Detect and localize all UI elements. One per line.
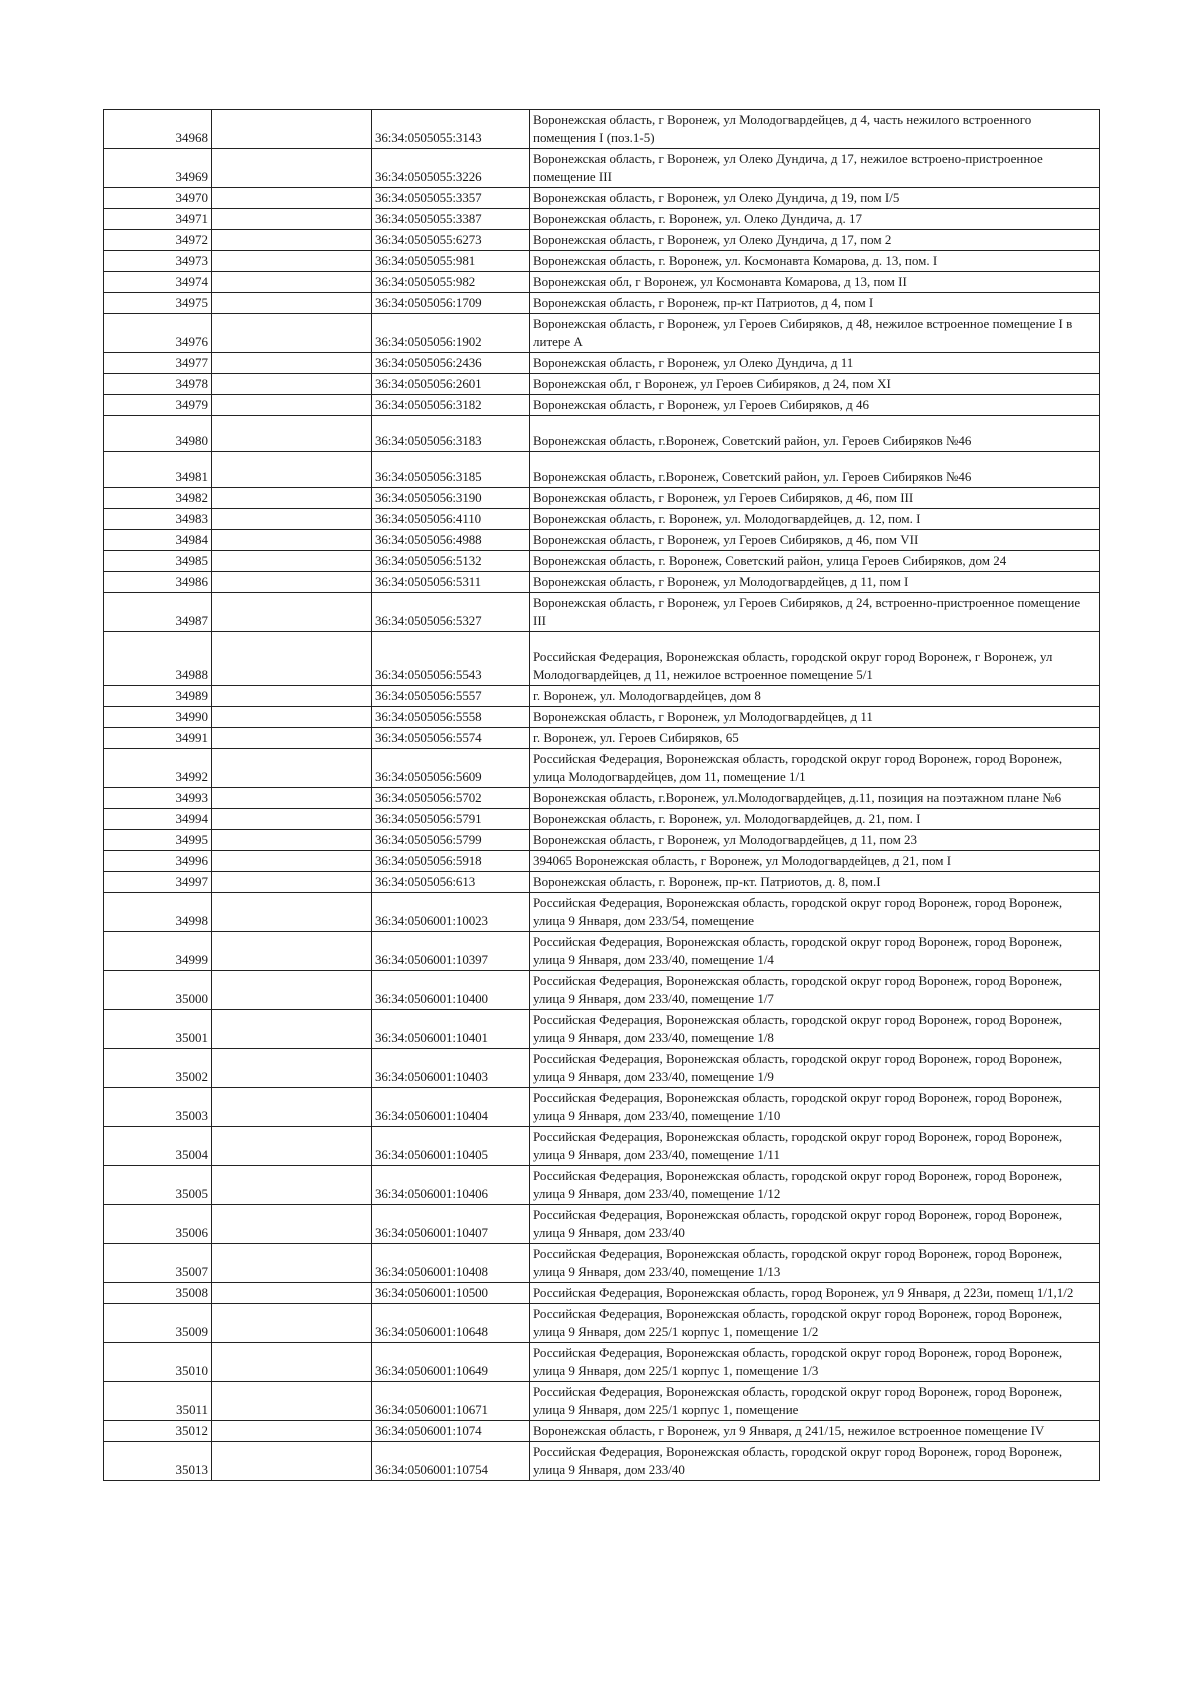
- cadastral-number-cell: 36:34:0506001:10648: [372, 1304, 530, 1343]
- table-row: [104, 749, 1100, 788]
- table-row: [104, 230, 1100, 251]
- cadastral-number-cell: 36:34:0506001:10406: [372, 1166, 530, 1205]
- cadastral-number-cell: 36:34:0506001:10671: [372, 1382, 530, 1421]
- empty-cell: [212, 1088, 372, 1127]
- cadastral-number-cell: 36:34:0505055:982: [372, 272, 530, 293]
- row-number-cell: 34987: [104, 593, 212, 632]
- row-number-cell: 34982: [104, 488, 212, 509]
- cadastral-number-cell: 36:34:0505056:5543: [372, 632, 530, 686]
- address-cell: Воронежская область, г Воронеж, ул Героев Сибиряков, д 46, пом III: [530, 488, 1100, 509]
- table-row: [104, 374, 1100, 395]
- cadastral-number-cell: 36:34:0506001:10407: [372, 1205, 530, 1244]
- row-number-cell: 34969: [104, 149, 212, 188]
- table-row: [104, 1244, 1100, 1283]
- cadastral-number-cell: 36:34:0505056:1902: [372, 314, 530, 353]
- empty-cell: [212, 209, 372, 230]
- row-number-cell: 34977: [104, 353, 212, 374]
- table-row: [104, 293, 1100, 314]
- table-row: [104, 728, 1100, 749]
- address-cell: Российская Федерация, Воронежская область, городской округ город Воронеж, город Воронеж, улица 9 Января, дом 233/40, помещение 1/9: [530, 1049, 1100, 1088]
- row-number-cell: 34999: [104, 932, 212, 971]
- empty-cell: [212, 230, 372, 251]
- address-cell: Воронежская область, г.Воронеж, ул.Молодогвардейцев, д.11, позиция на поэтажном плане №6: [530, 788, 1100, 809]
- empty-cell: [212, 1304, 372, 1343]
- table-row: [104, 893, 1100, 932]
- table-row: [104, 1049, 1100, 1088]
- empty-cell: [212, 830, 372, 851]
- empty-cell: [212, 572, 372, 593]
- table-row: [104, 593, 1100, 632]
- table-row: [104, 971, 1100, 1010]
- cadastral-number-cell: 36:34:0505056:2601: [372, 374, 530, 395]
- table-row: [104, 1343, 1100, 1382]
- cadastral-number-cell: 36:34:0505056:5132: [372, 551, 530, 572]
- address-cell: Воронежская обл, г Воронеж, ул Героев Сибиряков, д 24, пом XI: [530, 374, 1100, 395]
- cadastral-number-cell: 36:34:0505056:5702: [372, 788, 530, 809]
- table-row: [104, 809, 1100, 830]
- empty-cell: [212, 293, 372, 314]
- empty-cell: [212, 1244, 372, 1283]
- address-cell: Воронежская область, г Воронеж, ул 9 Января, д 241/15, нежилое встроенное помещение IV: [530, 1421, 1100, 1442]
- address-cell: Российская Федерация, Воронежская область, городской округ город Воронеж, город Воронеж, улица 9 Января, дом 233/40, помещение 1/13: [530, 1244, 1100, 1283]
- address-cell: Российская Федерация, Воронежская область, городской округ город Воронеж, город Воронеж, улица 9 Января, дом 233/40, помещение 1/11: [530, 1127, 1100, 1166]
- cadastral-number-cell: 36:34:0506001:10405: [372, 1127, 530, 1166]
- empty-cell: [212, 872, 372, 893]
- address-cell: Российская Федерация, Воронежская область, городской округ город Воронеж, город Воронеж, улица 9 Января, дом 225/1 корпус 1, помещение 1/3: [530, 1343, 1100, 1382]
- row-number-cell: 35005: [104, 1166, 212, 1205]
- row-number-cell: 34978: [104, 374, 212, 395]
- empty-cell: [212, 530, 372, 551]
- row-number-cell: 35006: [104, 1205, 212, 1244]
- cadastral-number-cell: 36:34:0505056:5918: [372, 851, 530, 872]
- empty-cell: [212, 374, 372, 395]
- table-row: [104, 1088, 1100, 1127]
- row-number-cell: 34986: [104, 572, 212, 593]
- empty-cell: [212, 593, 372, 632]
- cadastral-number-cell: 36:34:0505056:1709: [372, 293, 530, 314]
- table-row: [104, 509, 1100, 530]
- row-number-cell: 35002: [104, 1049, 212, 1088]
- row-number-cell: 35009: [104, 1304, 212, 1343]
- table-row: [104, 1166, 1100, 1205]
- empty-cell: [212, 1205, 372, 1244]
- cadastral-number-cell: 36:34:0505056:3183: [372, 416, 530, 452]
- cadastral-number-cell: 36:34:0505056:3185: [372, 452, 530, 488]
- address-cell: Российская Федерация, Воронежская область, городской округ город Воронеж, город Воронеж, улица 9 Января, дом 233/40: [530, 1442, 1100, 1481]
- address-cell: Воронежская область, г. Воронеж, ул. Космонавта Комарова, д. 13, пом. I: [530, 251, 1100, 272]
- empty-cell: [212, 272, 372, 293]
- table-row: [104, 530, 1100, 551]
- empty-cell: [212, 188, 372, 209]
- empty-cell: [212, 110, 372, 149]
- cadastral-number-cell: 36:34:0505056:613: [372, 872, 530, 893]
- cadastral-number-cell: 36:34:0506001:10649: [372, 1343, 530, 1382]
- cadastral-number-cell: 36:34:0505056:4988: [372, 530, 530, 551]
- empty-cell: [212, 314, 372, 353]
- table-row: [104, 1010, 1100, 1049]
- cadastral-number-cell: 36:34:0506001:10408: [372, 1244, 530, 1283]
- row-number-cell: 35000: [104, 971, 212, 1010]
- address-cell: 394065 Воронежская область, г Воронеж, ул Молодогвардейцев, д 21, пом I: [530, 851, 1100, 872]
- address-cell: Российская Федерация, Воронежская область, городской округ город Воронеж, город Воронеж, улица 9 Января, дом 233/40, помещение 1/7: [530, 971, 1100, 1010]
- cadastral-number-cell: 36:34:0505056:5557: [372, 686, 530, 707]
- address-cell: Воронежская область, г Воронеж, ул Молодогвардейцев, д 4, часть нежилого встроенного помещения I (поз.1-5): [530, 110, 1100, 149]
- address-cell: Воронежская область, г Воронеж, ул Олеко Дундича, д 11: [530, 353, 1100, 374]
- address-cell: Воронежская область, г Воронеж, ул Молодогвардейцев, д 11: [530, 707, 1100, 728]
- cadastral-number-cell: 36:34:0506001:10404: [372, 1088, 530, 1127]
- table-row: [104, 1205, 1100, 1244]
- row-number-cell: 35012: [104, 1421, 212, 1442]
- row-number-cell: 35001: [104, 1010, 212, 1049]
- cadastral-number-cell: 36:34:0505056:5311: [372, 572, 530, 593]
- empty-cell: [212, 1049, 372, 1088]
- registry-table: [103, 109, 1100, 1481]
- address-cell: Воронежская область, г Воронеж, ул Молодогвардейцев, д 11, пом I: [530, 572, 1100, 593]
- address-cell: Воронежская область, г Воронеж, пр-кт Патриотов, д 4, пом I: [530, 293, 1100, 314]
- table-row: [104, 110, 1100, 149]
- table-row: [104, 149, 1100, 188]
- cadastral-number-cell: 36:34:0506001:10500: [372, 1283, 530, 1304]
- address-cell: Воронежская область, г Воронеж, ул Героев Сибиряков, д 46: [530, 395, 1100, 416]
- cadastral-number-cell: 36:34:0506001:10023: [372, 893, 530, 932]
- cadastral-number-cell: 36:34:0505056:5791: [372, 809, 530, 830]
- row-number-cell: 34984: [104, 530, 212, 551]
- empty-cell: [212, 395, 372, 416]
- table-row: [104, 551, 1100, 572]
- row-number-cell: 35004: [104, 1127, 212, 1166]
- table-row: [104, 452, 1100, 488]
- empty-cell: [212, 1343, 372, 1382]
- table-row: [104, 1421, 1100, 1442]
- empty-cell: [212, 1442, 372, 1481]
- cadastral-number-cell: 36:34:0506001:10397: [372, 932, 530, 971]
- table-row: [104, 1442, 1100, 1481]
- empty-cell: [212, 551, 372, 572]
- row-number-cell: 34970: [104, 188, 212, 209]
- empty-cell: [212, 1283, 372, 1304]
- cadastral-number-cell: 36:34:0505056:5609: [372, 749, 530, 788]
- empty-cell: [212, 1421, 372, 1442]
- empty-cell: [212, 1127, 372, 1166]
- cadastral-number-cell: 36:34:0505056:3190: [372, 488, 530, 509]
- cadastral-number-cell: 36:34:0505055:6273: [372, 230, 530, 251]
- row-number-cell: 35007: [104, 1244, 212, 1283]
- address-cell: Воронежская область, г. Воронеж, ул. Молодогвардейцев, д. 12, пом. I: [530, 509, 1100, 530]
- empty-cell: [212, 971, 372, 1010]
- address-cell: Воронежская область, г. Воронеж, Советский район, улица Героев Сибиряков, дом 24: [530, 551, 1100, 572]
- row-number-cell: 34985: [104, 551, 212, 572]
- table-row: [104, 872, 1100, 893]
- row-number-cell: 34990: [104, 707, 212, 728]
- row-number-cell: 34972: [104, 230, 212, 251]
- registry-rows: [104, 110, 1100, 1481]
- cadastral-number-cell: 36:34:0506001:10754: [372, 1442, 530, 1481]
- table-row: [104, 395, 1100, 416]
- empty-cell: [212, 932, 372, 971]
- table-row: [104, 632, 1100, 686]
- address-cell: Российская Федерация, Воронежская область, городской округ город Воронеж, город Воронеж, улица 9 Января, дом 233/40, помещение 1/4: [530, 932, 1100, 971]
- empty-cell: [212, 809, 372, 830]
- cadastral-number-cell: 36:34:0505056:4110: [372, 509, 530, 530]
- row-number-cell: 34983: [104, 509, 212, 530]
- cadastral-number-cell: 36:34:0505056:5327: [372, 593, 530, 632]
- table-row: [104, 314, 1100, 353]
- address-cell: Российская Федерация, Воронежская область, городской округ город Воронеж, город Воронеж, улица Молодогвардейцев, дом 11, помещение 1/1: [530, 749, 1100, 788]
- empty-cell: [212, 452, 372, 488]
- table-row: [104, 707, 1100, 728]
- table-row: [104, 1283, 1100, 1304]
- cadastral-number-cell: 36:34:0505056:2436: [372, 353, 530, 374]
- row-number-cell: 34973: [104, 251, 212, 272]
- empty-cell: [212, 509, 372, 530]
- table-row: [104, 830, 1100, 851]
- address-cell: Воронежская область, г Воронеж, ул Молодогвардейцев, д 11, пом 23: [530, 830, 1100, 851]
- address-cell: Воронежская область, г. Воронеж, ул. Олеко Дундича, д. 17: [530, 209, 1100, 230]
- empty-cell: [212, 788, 372, 809]
- empty-cell: [212, 149, 372, 188]
- cadastral-number-cell: 36:34:0505055:3357: [372, 188, 530, 209]
- address-cell: Воронежская область, г Воронеж, ул Героев Сибиряков, д 24, встроенно-пристроенное помещение III: [530, 593, 1100, 632]
- table-row: [104, 272, 1100, 293]
- row-number-cell: 35011: [104, 1382, 212, 1421]
- cadastral-number-cell: 36:34:0506001:1074: [372, 1421, 530, 1442]
- row-number-cell: 34976: [104, 314, 212, 353]
- cadastral-number-cell: 36:34:0505056:5799: [372, 830, 530, 851]
- address-cell: г. Воронеж, ул. Героев Сибиряков, 65: [530, 728, 1100, 749]
- empty-cell: [212, 728, 372, 749]
- address-cell: Российская Федерация, Воронежская область, городской округ город Воронеж, г Воронеж, ул Молодогвардейцев, д 11, нежилое встроенное помещение 5/1: [530, 632, 1100, 686]
- row-number-cell: 34994: [104, 809, 212, 830]
- table-row: [104, 209, 1100, 230]
- empty-cell: [212, 1382, 372, 1421]
- table-row: [104, 1304, 1100, 1343]
- table-row: [104, 686, 1100, 707]
- address-cell: Российская Федерация, Воронежская область, городской округ город Воронеж, город Воронеж, улица 9 Января, дом 233/40, помещение 1/10: [530, 1088, 1100, 1127]
- table-row: [104, 572, 1100, 593]
- cadastral-number-cell: 36:34:0506001:10401: [372, 1010, 530, 1049]
- row-number-cell: 34991: [104, 728, 212, 749]
- address-cell: Воронежская область, г Воронеж, ул Олеко Дундича, д 19, пом I/5: [530, 188, 1100, 209]
- address-cell: Российская Федерация, Воронежская область, городской округ город Воронеж, город Воронеж, улица 9 Января, дом 233/40, помещение 1/8: [530, 1010, 1100, 1049]
- empty-cell: [212, 251, 372, 272]
- row-number-cell: 34989: [104, 686, 212, 707]
- empty-cell: [212, 686, 372, 707]
- address-cell: Воронежская обл, г Воронеж, ул Космонавта Комарова, д 13, пом II: [530, 272, 1100, 293]
- address-cell: Российская Федерация, Воронежская область, городской округ город Воронеж, город Воронеж, улица 9 Января, дом 225/1 корпус 1, помещение 1/2: [530, 1304, 1100, 1343]
- table-row: [104, 353, 1100, 374]
- row-number-cell: 34971: [104, 209, 212, 230]
- row-number-cell: 34975: [104, 293, 212, 314]
- address-cell: Воронежская область, г Воронеж, ул Героев Сибиряков, д 48, нежилое встроенное помещение I в литере А: [530, 314, 1100, 353]
- table-row: [104, 1127, 1100, 1166]
- row-number-cell: 34979: [104, 395, 212, 416]
- address-cell: Российская Федерация, Воронежская область, городской округ город Воронеж, город Воронеж, улица 9 Января, дом 233/54, помещение: [530, 893, 1100, 932]
- empty-cell: [212, 416, 372, 452]
- empty-cell: [212, 353, 372, 374]
- empty-cell: [212, 1166, 372, 1205]
- cadastral-number-cell: 36:34:0506001:10400: [372, 971, 530, 1010]
- cadastral-number-cell: 36:34:0505055:981: [372, 251, 530, 272]
- empty-cell: [212, 1010, 372, 1049]
- address-cell: Воронежская область, г. Воронеж, ул. Молодогвардейцев, д. 21, пом. I: [530, 809, 1100, 830]
- address-cell: Воронежская область, г. Воронеж, пр-кт. Патриотов, д. 8, пом.I: [530, 872, 1100, 893]
- address-cell: Воронежская область, г.Воронеж, Советский район, ул. Героев Сибиряков №46: [530, 416, 1100, 452]
- row-number-cell: 34968: [104, 110, 212, 149]
- address-cell: Воронежская область, г Воронеж, ул Олеко Дундича, д 17, нежилое встроено-пристроенное помещение III: [530, 149, 1100, 188]
- address-cell: г. Воронеж, ул. Молодогвардейцев, дом 8: [530, 686, 1100, 707]
- row-number-cell: 34988: [104, 632, 212, 686]
- cadastral-number-cell: 36:34:0505056:5574: [372, 728, 530, 749]
- row-number-cell: 34980: [104, 416, 212, 452]
- empty-cell: [212, 707, 372, 728]
- row-number-cell: 34995: [104, 830, 212, 851]
- cadastral-number-cell: 36:34:0505055:3387: [372, 209, 530, 230]
- cadastral-number-cell: 36:34:0505056:5558: [372, 707, 530, 728]
- row-number-cell: 35010: [104, 1343, 212, 1382]
- cadastral-number-cell: 36:34:0506001:10403: [372, 1049, 530, 1088]
- table-row: [104, 851, 1100, 872]
- empty-cell: [212, 488, 372, 509]
- empty-cell: [212, 851, 372, 872]
- empty-cell: [212, 893, 372, 932]
- table-row: [104, 788, 1100, 809]
- row-number-cell: 34998: [104, 893, 212, 932]
- address-cell: Воронежская область, г Воронеж, ул Героев Сибиряков, д 46, пом VII: [530, 530, 1100, 551]
- cadastral-number-cell: 36:34:0505055:3226: [372, 149, 530, 188]
- cadastral-number-cell: 36:34:0505055:3143: [372, 110, 530, 149]
- row-number-cell: 35013: [104, 1442, 212, 1481]
- table-row: [104, 416, 1100, 452]
- row-number-cell: 34974: [104, 272, 212, 293]
- address-cell: Российская Федерация, Воронежская область, городской округ город Воронеж, город Воронеж, улица 9 Января, дом 233/40, помещение 1/12: [530, 1166, 1100, 1205]
- row-number-cell: 35003: [104, 1088, 212, 1127]
- table-row: [104, 188, 1100, 209]
- row-number-cell: 34981: [104, 452, 212, 488]
- address-cell: Российская Федерация, Воронежская область, городской округ город Воронеж, город Воронеж, улица 9 Января, дом 233/40: [530, 1205, 1100, 1244]
- address-cell: Российская Федерация, Воронежская область, городской округ город Воронеж, город Воронеж, улица 9 Января, дом 225/1 корпус 1, помещение: [530, 1382, 1100, 1421]
- table-row: [104, 932, 1100, 971]
- address-cell: Российская Федерация, Воронежская область, город Воронеж, ул 9 Января, д 223и, помещ 1/1,1/2: [530, 1283, 1100, 1304]
- row-number-cell: 35008: [104, 1283, 212, 1304]
- empty-cell: [212, 632, 372, 686]
- row-number-cell: 34992: [104, 749, 212, 788]
- empty-cell: [212, 749, 372, 788]
- cadastral-number-cell: 36:34:0505056:3182: [372, 395, 530, 416]
- table-row: [104, 1382, 1100, 1421]
- table-row: [104, 488, 1100, 509]
- address-cell: Воронежская область, г Воронеж, ул Олеко Дундича, д 17, пом 2: [530, 230, 1100, 251]
- row-number-cell: 34997: [104, 872, 212, 893]
- table-row: [104, 251, 1100, 272]
- row-number-cell: 34996: [104, 851, 212, 872]
- row-number-cell: 34993: [104, 788, 212, 809]
- address-cell: Воронежская область, г.Воронеж, Советский район, ул. Героев Сибиряков №46: [530, 452, 1100, 488]
